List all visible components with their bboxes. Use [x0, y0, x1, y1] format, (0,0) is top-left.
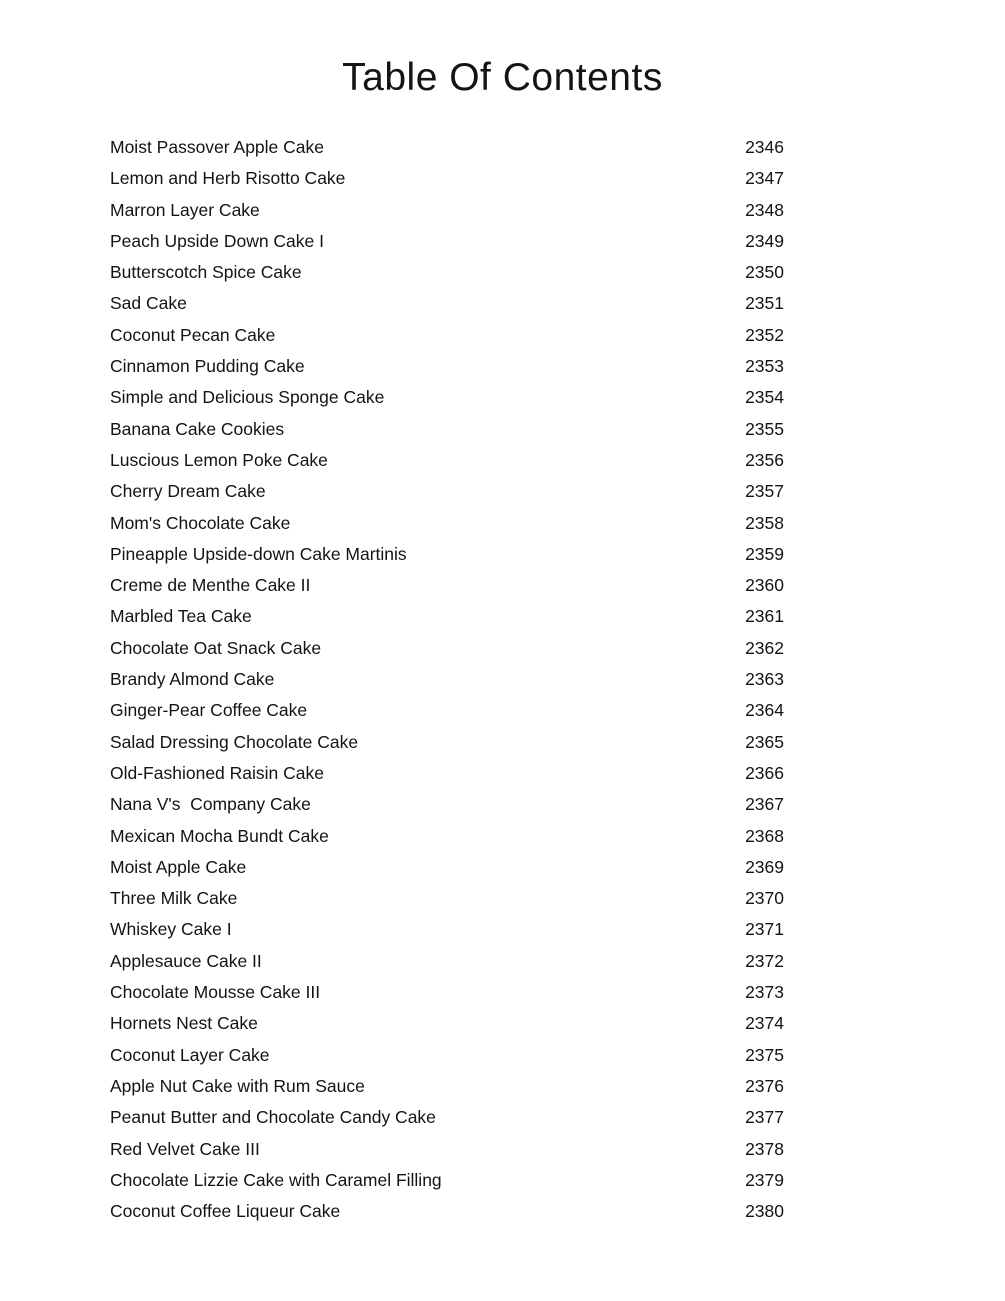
toc-entry-title: Chocolate Lizzie Cake with Caramel Filling	[110, 1169, 442, 1190]
toc-entry-title: Mom's Chocolate Cake	[110, 512, 291, 533]
toc-entry	[110, 1196, 784, 1227]
toc-entry-title: Ginger-Pear Coffee Cake	[110, 700, 308, 721]
toc-entry-title: Cherry Dream Cake	[110, 481, 266, 502]
toc-entry	[110, 476, 784, 507]
toc-entry-page-number: 2377	[745, 1107, 784, 1128]
toc-entry-page-number: 2356	[745, 449, 784, 470]
toc-entry-page-number: 2354	[745, 387, 784, 408]
toc-entry	[110, 257, 784, 288]
toc-entry-title: Nana V's Company Cake	[110, 794, 311, 815]
toc-entry-title: Moist Apple Cake	[110, 856, 247, 877]
toc-entry-page-number: 2378	[745, 1138, 784, 1159]
toc-entry	[110, 539, 784, 570]
toc-entry-page-number: 2366	[745, 762, 784, 783]
toc-entry	[110, 288, 784, 319]
toc-entry-title: Coconut Pecan Cake	[110, 324, 276, 345]
toc-entry-page-number: 2375	[745, 1044, 784, 1065]
toc-entry-page-number: 2350	[745, 262, 784, 283]
toc-entry-title: Sad Cake	[110, 293, 187, 314]
toc-entry-page-number: 2365	[745, 731, 784, 752]
toc-entry-title: Salad Dressing Chocolate Cake	[110, 731, 359, 752]
toc-entry	[110, 852, 784, 883]
toc-entry	[110, 414, 784, 445]
page-title: Table Of Contents	[342, 56, 663, 99]
toc-entry-title: Mexican Mocha Bundt Cake	[110, 825, 329, 846]
toc-entry-page-number: 2364	[745, 700, 784, 721]
toc-entry	[110, 320, 784, 351]
toc-entry-title: Peach Upside Down Cake I	[110, 230, 324, 251]
toc-entry	[110, 789, 784, 820]
toc-entry-title: Cinnamon Pudding Cake	[110, 356, 305, 377]
toc-entry	[110, 1134, 784, 1165]
toc-entry-title: Whiskey Cake I	[110, 919, 232, 940]
toc-entry	[110, 382, 784, 413]
toc-entry-title: Coconut Layer Cake	[110, 1044, 270, 1065]
toc-entry	[110, 1071, 784, 1102]
toc-entry-page-number: 2348	[745, 199, 784, 220]
toc-entry-page-number: 2371	[745, 919, 784, 940]
toc-entry-title: Marron Layer Cake	[110, 199, 260, 220]
toc-entry	[110, 946, 784, 977]
toc-entry	[110, 914, 784, 945]
toc-entry-title: Lemon and Herb Risotto Cake	[110, 168, 346, 189]
toc-entry-page-number: 2357	[745, 481, 784, 502]
toc-entry	[110, 633, 784, 664]
toc-entry-page-number: 2359	[745, 543, 784, 564]
toc-entry-page-number: 2373	[745, 982, 784, 1003]
toc-entry-page-number: 2360	[745, 575, 784, 596]
toc-entry-page-number: 2376	[745, 1075, 784, 1096]
toc-entry	[110, 821, 784, 852]
toc-entry-title: Banana Cake Cookies	[110, 418, 285, 439]
toc-entry-page-number: 2358	[745, 512, 784, 533]
toc-entry	[110, 1040, 784, 1071]
toc-entry	[110, 570, 784, 601]
toc-entry-page-number: 2351	[745, 293, 784, 314]
toc-entry	[110, 1102, 784, 1133]
toc-entry-page-number: 2355	[745, 418, 784, 439]
toc-entry-page-number: 2379	[745, 1169, 784, 1190]
toc-entry-title: Pineapple Upside-down Cake Martinis	[110, 543, 407, 564]
toc-entry-page-number: 2347	[745, 168, 784, 189]
toc-entry-title: Simple and Delicious Sponge Cake	[110, 387, 385, 408]
toc-entry-page-number: 2367	[745, 794, 784, 815]
toc-entry-title: Applesauce Cake II	[110, 950, 262, 971]
toc-entry	[110, 664, 784, 695]
toc-entry-title: Peanut Butter and Chocolate Candy Cake	[110, 1107, 436, 1128]
toc-entry-page-number: 2353	[745, 356, 784, 377]
toc-entry-page-number: 2349	[745, 230, 784, 251]
toc-entry	[110, 163, 784, 194]
toc-entry-title: Apple Nut Cake with Rum Sauce	[110, 1075, 365, 1096]
toc-entry	[110, 758, 784, 789]
toc-entry-title: Luscious Lemon Poke Cake	[110, 449, 328, 470]
toc-entry	[110, 445, 784, 476]
toc-entry-page-number: 2380	[745, 1201, 784, 1222]
toc-entry	[110, 977, 784, 1008]
toc-entry	[110, 195, 784, 226]
toc-entry-title: Creme de Menthe Cake II	[110, 575, 311, 596]
toc-entry	[110, 1008, 784, 1039]
toc-entry	[110, 351, 784, 382]
toc-entry	[110, 226, 784, 257]
toc-entry-title: Chocolate Mousse Cake III	[110, 982, 321, 1003]
toc-entry-page-number: 2361	[745, 606, 784, 627]
toc-entry-page-number: 2374	[745, 1013, 784, 1034]
toc-entry	[110, 132, 784, 163]
toc-entry-page-number: 2372	[745, 950, 784, 971]
toc-entry-title: Old-Fashioned Raisin Cake	[110, 762, 324, 783]
toc-entry-page-number: 2370	[745, 888, 784, 909]
toc-entry	[110, 601, 784, 632]
toc-entry-title: Butterscotch Spice Cake	[110, 262, 302, 283]
toc-entry-title: Coconut Coffee Liqueur Cake	[110, 1201, 341, 1222]
toc-entry-page-number: 2362	[745, 637, 784, 658]
toc-list	[110, 132, 784, 1227]
toc-entry-title: Three Milk Cake	[110, 888, 238, 909]
toc-entry	[110, 1165, 784, 1196]
toc-entry-title: Chocolate Oat Snack Cake	[110, 637, 322, 658]
toc-entry-page-number: 2346	[745, 137, 784, 157]
toc-entry	[110, 727, 784, 758]
toc-entry-page-number: 2369	[745, 856, 784, 877]
toc-entry-title: Moist Passover Apple Cake	[110, 137, 324, 157]
toc-entry-title: Red Velvet Cake III	[110, 1138, 260, 1159]
toc-entry	[110, 883, 784, 914]
toc-entry	[110, 695, 784, 726]
toc-entry-page-number: 2368	[745, 825, 784, 846]
toc-entry-page-number: 2363	[745, 669, 784, 690]
toc-entry	[110, 508, 784, 539]
toc-entry-title: Hornets Nest Cake	[110, 1013, 258, 1034]
toc-entry-title: Brandy Almond Cake	[110, 669, 275, 690]
toc-entry-title: Marbled Tea Cake	[110, 606, 252, 627]
toc-entry-page-number: 2352	[745, 324, 784, 345]
